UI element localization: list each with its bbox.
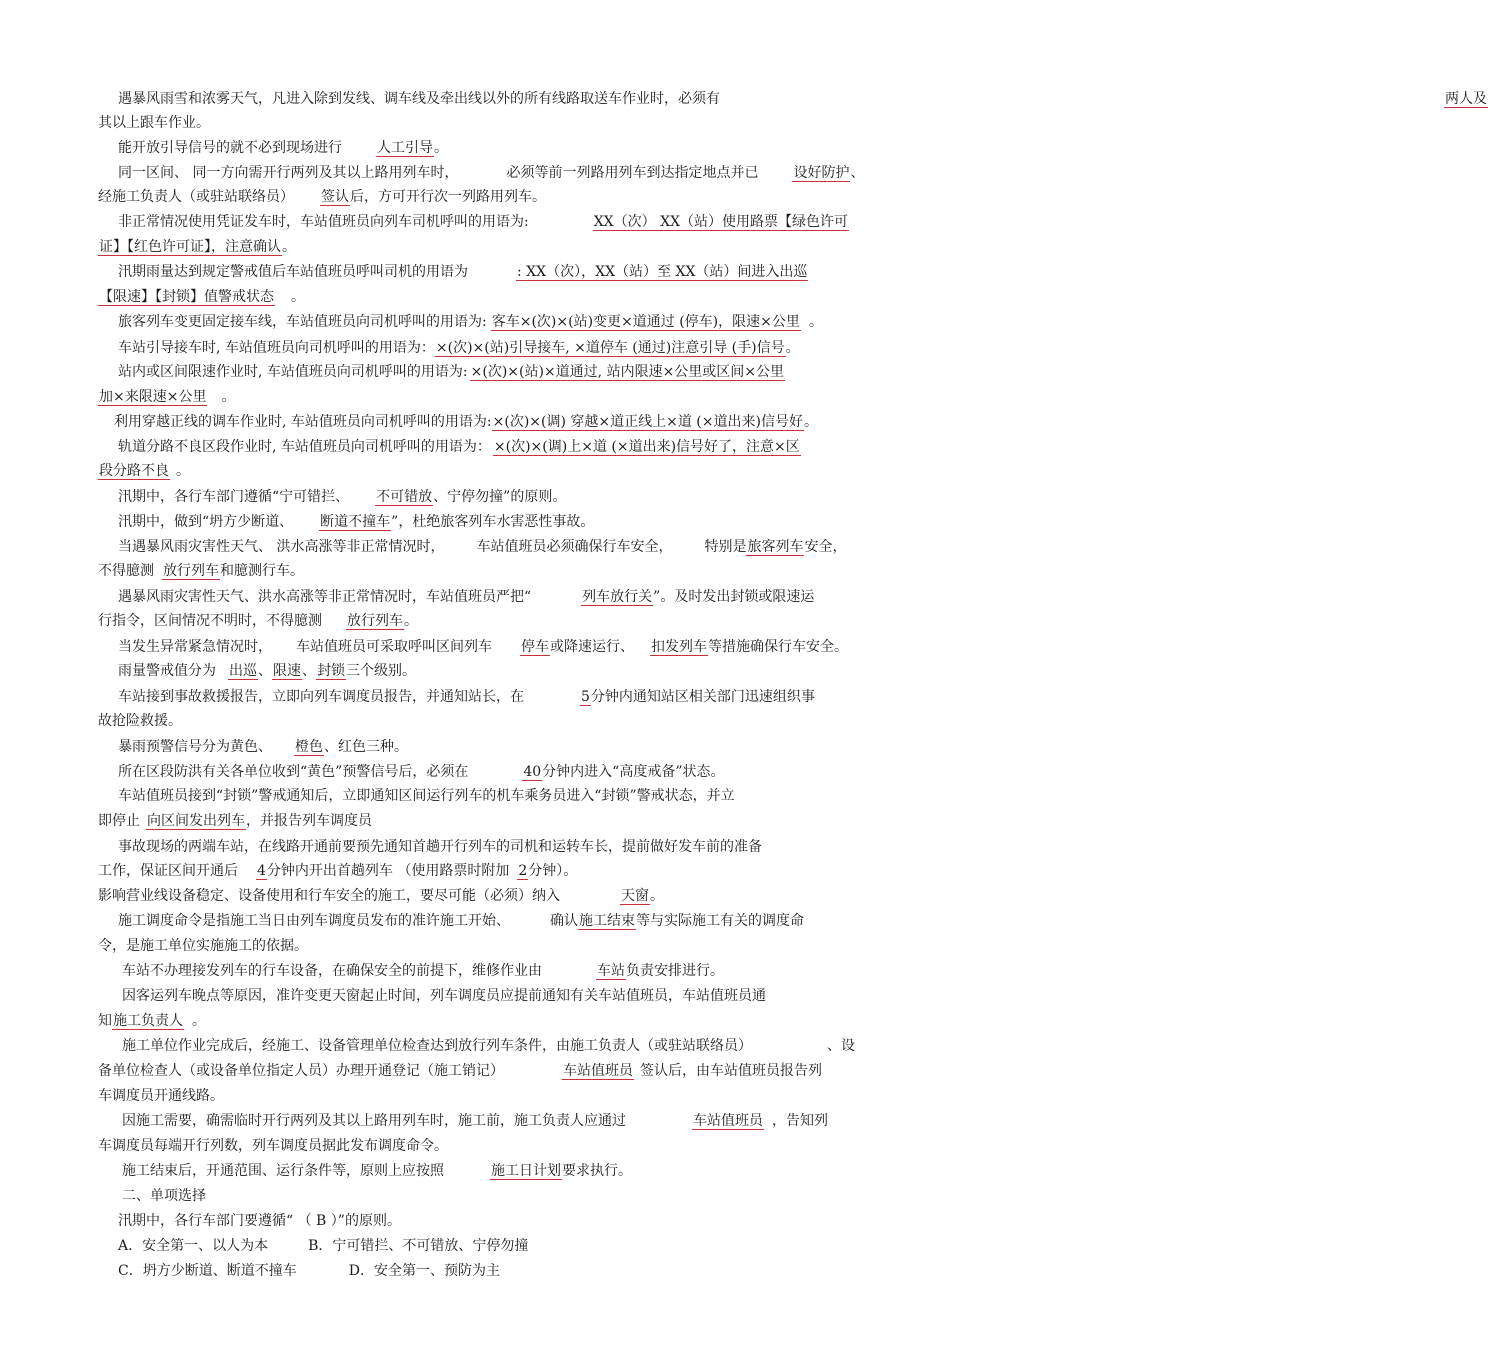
text-line — [118, 263, 808, 281]
text-span: 负责安排进行。 — [626, 963, 724, 979]
text-span: 车站值班员可采取呼叫区间列车 — [296, 639, 492, 655]
text-line — [98, 462, 190, 480]
text-span: ，告知列 — [772, 1113, 828, 1129]
answer-underline: ×(次)×(站)引导接车, ×道停车 (通过)注意引导 (手)信号 — [435, 340, 785, 356]
text-span: 特别是 — [704, 539, 747, 555]
text-span: 等措施确保行车安全。 — [708, 639, 848, 655]
text-line — [118, 90, 1488, 108]
text-span: 令，是施工单位实施施工的依据。 — [98, 938, 308, 954]
text-span: 确认 — [550, 913, 578, 929]
text-span: 、 — [850, 165, 865, 181]
text-span: 旅客列车变更固定接车线，车站值班员向司机呼叫的用语为: — [118, 314, 487, 330]
answer-underline: ×(次)×(调)上×道 (×道出来)信号好了，注意×区 — [493, 439, 800, 455]
text-span: 车站不办理接发列车的行车设备，在确保安全的前提下，维修作业由 — [122, 963, 542, 979]
text-span: 必须等前一列路用列车到达指定地点并已 — [506, 165, 759, 181]
text-span: 事故现场的两端车站，在线路开通前要预先通知首趟开行列车的司机和运转车长，提前做好发车前的准备 — [118, 839, 762, 855]
answer-underline: XX（次） XX（站）使用路票【绿色许可 — [593, 214, 849, 230]
text-span: 因客运列车晚点等原因，准许变更天窗起止时间，列车调度员应提前通知有关车站值班员，车站值班员通 — [122, 988, 766, 1004]
text-line — [118, 538, 846, 556]
text-span: 利用穿越正线的调车作业时, 车站值班员向司机呼叫的用语为: — [114, 414, 492, 430]
text-line — [122, 962, 724, 980]
answer-underline: 放行列车 — [163, 563, 219, 579]
text-span: 即停止 — [98, 813, 140, 829]
text-line — [118, 363, 785, 381]
text-line — [98, 1012, 206, 1030]
text-span: 、 — [258, 663, 272, 679]
text-span: 三个级别。 — [346, 663, 416, 679]
answer-underline: 施工负责人 — [113, 1013, 183, 1029]
text-line — [118, 912, 804, 930]
text-span: 遇暴风雨灾害性天气、洪水高涨等非正常情况时，车站值班员严把“ — [118, 589, 532, 605]
text-span: 当遇暴风雨灾害性天气、 洪水高涨等非正常情况时， — [118, 539, 445, 555]
answer-underline: 4 — [257, 863, 266, 879]
text-line — [118, 763, 724, 781]
text-span: 或降速运行、 — [550, 639, 634, 655]
text-span: 当发生异常紧急情况时， — [118, 639, 272, 655]
text-span: 施工结束后，开通范围、运行条件等，原则上应按照 — [122, 1163, 444, 1179]
text-span: 汛期中，各行车部门要遵循“ （ B ）”的原则。 — [118, 1213, 401, 1229]
text-line — [118, 662, 416, 680]
answer-underline: 签认 — [321, 189, 349, 205]
text-line — [98, 612, 418, 630]
text-span: 备单位检查人（或设备单位指定人员）办理开通登记（施工销记） — [98, 1063, 504, 1079]
answer-underline: 天窗 — [621, 888, 649, 904]
answer-underline: ×(次)×(站)×道通过, 站内限速×公里或区间×公里 — [470, 364, 785, 380]
text-span: 影响营业线设备稳定、设备使用和行车安全的施工，要尽可能（必须）纳入 — [98, 888, 560, 904]
text-span: 。 — [282, 239, 296, 255]
text-line — [98, 1137, 448, 1155]
text-line — [114, 413, 818, 431]
text-span: 二、单项选择 — [122, 1188, 206, 1204]
text-span: 。 — [176, 463, 190, 479]
text-line — [118, 513, 594, 531]
text-span: 轨道分路不良区段作业时, 车站值班员向司机呼叫的用语为： — [118, 439, 491, 455]
answer-underline: 出巡 — [229, 663, 257, 679]
text-span: 。 — [808, 314, 823, 330]
answer-underline: 向区间发出列车 — [147, 813, 245, 829]
text-span: 知 — [98, 1013, 112, 1029]
text-line — [118, 1237, 528, 1255]
text-span: 、宁停勿撞”的原则。 — [433, 489, 567, 505]
answer-underline: 车站 — [597, 963, 625, 979]
text-span: 和臆测行车。 — [220, 563, 304, 579]
answer-underline: 扣发列车 — [651, 639, 707, 655]
text-span: 因施工需要，确需临时开行两列及其以上路用列车时，施工前，施工负责人应通过 — [122, 1113, 626, 1129]
text-span: 签认后，由车站值班员报告列 — [640, 1063, 822, 1079]
text-line — [122, 987, 766, 1005]
text-span: 车调度员开通线路。 — [98, 1088, 224, 1104]
text-span: 汛期中，做到“坍方少断道、 — [118, 514, 294, 530]
answer-underline: 2 — [518, 863, 528, 879]
text-span: 车站值班员必须确保行车安全， — [476, 539, 673, 555]
text-span: 、 — [302, 663, 316, 679]
answer-underline: 证】【红色许可证】，注意确认 — [99, 239, 281, 255]
answer-underline: 【限速】【封锁】值警戒状态 — [99, 289, 274, 305]
text-span: 。 — [785, 340, 800, 356]
text-span: 不得臆测 — [98, 563, 154, 579]
text-span: D．安全第一、预防为主 — [348, 1263, 500, 1279]
text-span: 行指令，区间情况不明时，不得臆测 — [98, 613, 322, 629]
text-line — [118, 738, 408, 756]
answer-underline: 放行列车 — [347, 613, 403, 629]
text-span: ”。及时发出封锁或限速运 — [653, 589, 815, 605]
text-span: 施工单位作业完成后，经施工、设备管理单位检查达到放行列车条件，由施工负责人（或驻站联络员） — [122, 1038, 745, 1054]
answer-underline: 不可错放 — [376, 489, 433, 505]
text-line — [122, 1112, 828, 1130]
text-span: 经施工负责人（或驻站联络员） — [98, 189, 294, 205]
text-span: 工作，保证区间开通后 — [98, 863, 238, 879]
text-line — [118, 313, 823, 331]
text-span: 、设 — [827, 1038, 855, 1054]
text-span: 汛期中，各行车部门遵循“宁可错拦、 — [118, 489, 350, 505]
text-line — [98, 1087, 224, 1105]
text-line — [98, 937, 308, 955]
text-line — [118, 213, 849, 231]
text-line — [98, 188, 546, 206]
text-line — [118, 588, 814, 606]
text-line — [98, 862, 577, 880]
text-span: 分钟内进入“高度戒备”状态。 — [542, 764, 725, 780]
text-span: A．安全第一、以人为本 — [118, 1238, 269, 1254]
answer-underline: 旅客列车 — [747, 539, 804, 555]
answer-underline: 人工引导 — [377, 140, 433, 156]
answer-underline: 加×来限速×公里 — [99, 389, 207, 405]
answer-underline: 断道不撞车 — [320, 514, 391, 530]
text-line — [98, 712, 182, 730]
text-span: 站内或区间限速作业时, 车站值班员向司机呼叫的用语为: — [118, 364, 468, 380]
text-span: 车调度员每端开行列数，列车调度员据此发布调度命令。 — [98, 1138, 448, 1154]
text-line — [98, 288, 305, 306]
answer-underline: 40 — [523, 764, 542, 780]
text-span: 暴雨预警信号分为黄色、 — [118, 739, 272, 755]
text-span: 。 — [803, 414, 818, 430]
text-line — [122, 1037, 855, 1055]
text-span: ，并报告列车调度员 — [246, 813, 372, 829]
text-span: 。 — [404, 613, 418, 629]
text-span: 。 — [192, 1013, 206, 1029]
text-line — [118, 139, 448, 157]
answer-underline: 段分路不良 — [99, 463, 169, 479]
answer-underline: 客车×(次)×(站)变更×道通过 (停车)，限速×公里 — [491, 314, 800, 330]
text-span: 分钟内开出首趟列车 （使用路票时附加 — [266, 863, 510, 879]
answer-underline: 停车 — [521, 639, 549, 655]
text-line — [98, 388, 235, 406]
text-span: 所在区段防洪有关各单位收到“黄色”预警信号后，必须在 — [118, 764, 469, 780]
answer-underline: 封锁 — [317, 663, 345, 679]
text-line — [122, 1162, 632, 1180]
answer-underline: 车站值班员 — [563, 1063, 633, 1079]
answer-underline: 两人及 — [1445, 91, 1487, 107]
text-span: 要求执行。 — [562, 1163, 632, 1179]
text-line — [118, 339, 800, 357]
text-span: 安全， — [804, 539, 847, 555]
text-span: 施工调度命令是指施工当日由列车调度员发布的准许施工开始、 — [118, 913, 510, 929]
text-span: 。 — [650, 888, 664, 904]
text-line — [118, 1262, 500, 1280]
text-span: 车站引导接车时, 车站值班员向司机呼叫的用语为： — [118, 340, 435, 356]
text-line — [98, 238, 296, 256]
text-line — [98, 562, 304, 580]
text-line — [122, 1187, 206, 1205]
text-span: 后，方可开行次一列路用列车。 — [350, 189, 546, 205]
answer-underline: 5 — [581, 689, 590, 705]
answer-underline: : XX（次），XX（站）至 XX（站）间进入出巡 — [517, 264, 808, 280]
text-span: 故抢险救援。 — [98, 713, 182, 729]
text-line — [118, 787, 735, 805]
text-span: 同一区间、 同一方向需开行两列及其以上路用列车时， — [118, 165, 459, 181]
text-line — [118, 1212, 401, 1230]
text-span: 非正常情况使用凭证发车时，车站值班员向列车司机呼叫的用语为: — [118, 214, 529, 230]
text-span: 等与实际施工有关的调度命 — [636, 913, 804, 929]
text-span: 分钟内通知站区相关部门迅速组织事 — [590, 689, 815, 705]
text-span: ”，杜绝旅客列车水害恶性事故。 — [391, 514, 595, 530]
text-span: 汛期雨量达到规定警戒值后车站值班员呼叫司机的用语为 — [118, 264, 468, 280]
text-span: 分钟）。 — [528, 863, 578, 879]
answer-underline: 限速 — [273, 663, 301, 679]
text-span: 雨量警戒值分为 — [118, 663, 216, 679]
text-span: 车站值班员接到“封锁”警戒通知后，立即通知区间运行列车的机车乘务员进入“封锁”警戒状态，并立 — [118, 788, 735, 804]
answer-underline: 列车放行关 — [582, 589, 653, 605]
text-span: B．宁可错拦、不可错放、宁停勿撞 — [308, 1238, 529, 1254]
text-span: 其以上跟车作业。 — [98, 115, 210, 131]
answer-underline: 设好防护 — [793, 165, 850, 181]
text-span: 车站接到事故救援报告，立即向列车调度员报告，并通知站长，在 — [118, 689, 524, 705]
text-line — [118, 488, 566, 506]
answer-underline: 施工日计划 — [491, 1163, 561, 1179]
text-span: 。 — [434, 140, 448, 156]
text-line — [118, 638, 848, 656]
text-line — [118, 838, 762, 856]
text-line — [118, 164, 864, 182]
text-span: 遇暴风雨雪和浓雾天气，凡进入除到发线、调车线及牵出线以外的所有线路取送车作业时，必须有 — [118, 91, 720, 107]
text-span: 、红色三种。 — [324, 739, 408, 755]
answer-underline: 橙色 — [295, 739, 323, 755]
answer-underline: 车站值班员 — [693, 1113, 763, 1129]
text-line — [118, 688, 815, 706]
text-span: 。 — [291, 289, 305, 305]
text-span: C．坍方少断道、断道不撞车 — [118, 1263, 297, 1279]
text-line — [98, 812, 372, 830]
text-span: 能开放引导信号的就不必到现场进行 — [118, 140, 342, 156]
answer-underline: 施工结束 — [579, 913, 635, 929]
answer-underline: ×(次)×(调) 穿越×道正线上×道 (×道出来)信号好 — [492, 414, 803, 430]
text-line — [98, 114, 210, 132]
text-line — [98, 887, 664, 905]
text-span: 。 — [221, 389, 236, 405]
text-line — [98, 1062, 822, 1080]
text-line — [118, 438, 801, 456]
